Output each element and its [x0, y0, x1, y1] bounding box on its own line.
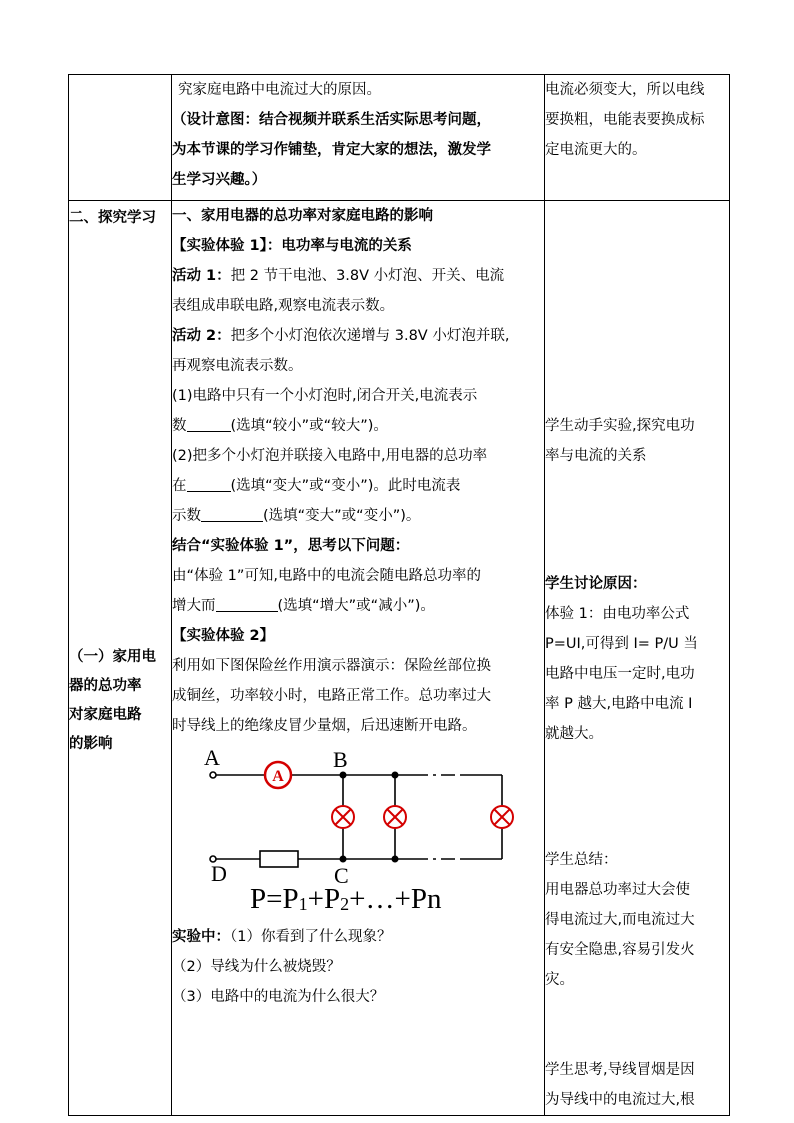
student-summary-line: 有安全隐患,容易引发火 [545, 942, 695, 958]
formula-part: +P [307, 883, 341, 915]
experiment-1-title: 【实验体验 1】：电功率与电流的关系 [172, 238, 412, 254]
student-think-line: 学生思考,导线冒烟是因 [545, 1062, 695, 1078]
student-discuss-line: P=UI,可得到 I= P/U 当 [545, 636, 698, 652]
lesson-table [68, 74, 730, 1116]
design-intent-line: （设计意图：结合视频并联系生活实际思考问题， [172, 112, 491, 128]
q2-suffix: (选填“变大”或“变小”)。此时电流表 [230, 478, 461, 494]
formula-part: P=P [250, 883, 299, 915]
q2-prefix: 在 [172, 478, 187, 494]
cell-explore-student [545, 201, 730, 1116]
student-note-line: 电流必须变大，所以电线 [545, 82, 705, 98]
power-formula [172, 881, 544, 922]
q1-prefix: 数 [172, 418, 187, 434]
student-discuss-line: 体验 1：由电功率公式 [545, 606, 690, 622]
during-q3: （3）电路中的电流为什么很大？ [172, 989, 385, 1005]
student-activity-line: 率与电流的关系 [545, 448, 647, 464]
experiment-2-line: 成铜丝，功率较小时，电路正常工作。总功率过大 [172, 688, 491, 704]
intro-line: 究家庭电路中电流过大的原因。 [178, 82, 381, 98]
student-summary-line: 用电器总功率过大会使 [545, 882, 690, 898]
student-summary-line: 灾。 [545, 972, 574, 988]
formula-sub: 2 [340, 894, 350, 914]
junction-dot-icon [340, 856, 347, 863]
junction-dot-icon [340, 772, 347, 779]
cell-section-label [69, 201, 172, 1116]
activity-1-cont: 表组成串联电路,观察电流表示数。 [172, 298, 395, 314]
subsection-line: 对家庭电路 [69, 707, 142, 723]
cell-explore-content [172, 201, 545, 1116]
question-1-cont [172, 411, 544, 441]
ammeter-label: A [272, 768, 284, 785]
fuse-demo-circuit [184, 745, 514, 885]
subsection-title [69, 643, 171, 759]
activity-1-text: 把 2 节干电池、3.8V 小灯泡、开关、电流 [230, 268, 505, 284]
combine-line: 由“体验 1”可知,电路中的电流会随电路总功率的 [172, 568, 481, 584]
lamp-icon [332, 806, 354, 828]
subsection-line: 器的总功率 [69, 678, 142, 694]
combine-prefix: 增大而 [172, 598, 216, 614]
lamp-icon [384, 806, 406, 828]
cell-intro-student [545, 75, 730, 201]
activity-2-cont: 再观察电流表示数。 [172, 358, 303, 374]
question-2-cont2 [172, 501, 544, 531]
lamp-icon [491, 806, 513, 828]
subsection-line: （一）家用电 [69, 649, 156, 665]
student-think-line: 为导线中的电流过大,根 [545, 1092, 695, 1108]
combine-line-cont [172, 591, 544, 621]
student-discuss-line: 就越大。 [545, 726, 603, 742]
junction-dot-icon [392, 856, 399, 863]
formula-part: +…+Pn [349, 883, 442, 915]
combine-suffix: (选填“增大”或“减小”)。 [277, 598, 435, 614]
question-1: (1)电路中只有一个小灯泡时,闭合开关,电流表示 [172, 388, 478, 404]
junction-dot-icon [392, 772, 399, 779]
student-discuss-line: 电路中电压一定时,电功 [545, 666, 695, 682]
question-2-cont [172, 471, 544, 501]
design-intent-line: 为本节课的学习作铺垫，肯定大家的想法，激发学 [172, 142, 491, 158]
during-q2: （2）导线为什么被烧毁？ [172, 959, 341, 975]
activity-2-label: 活动 2： [172, 328, 231, 344]
combine-title: 结合“实验体验 1”，思考以下问题： [172, 538, 410, 554]
experiment-2-line: 时导线上的绝缘皮冒少量烟，后迅速断开电路。 [172, 718, 477, 734]
label-b: B [333, 747, 348, 772]
label-a: A [204, 745, 220, 770]
label-d: D [211, 861, 227, 885]
student-note-line: 定电流更大的。 [545, 142, 647, 158]
fill-blank[interactable] [201, 503, 263, 522]
table-row-intro [69, 75, 730, 201]
fill-blank[interactable] [187, 473, 231, 492]
during-q1 [172, 922, 544, 952]
design-intent-line: 生学习兴趣。） [172, 172, 267, 188]
terminal-a-icon [210, 772, 216, 778]
experiment-2-title: 【实验体验 2】 [172, 628, 275, 644]
table-row-explore [69, 201, 730, 1116]
student-summary-title: 学生总结： [545, 852, 618, 868]
during-label: 实验中： [172, 929, 230, 945]
activity-1-label: 活动 1： [172, 268, 231, 284]
student-activity-line: 学生动手实验,探究电功 [545, 418, 695, 434]
fill-blank[interactable] [187, 413, 231, 432]
activity-1 [172, 261, 544, 291]
formula-sub: 1 [298, 894, 308, 914]
activity-2 [172, 321, 544, 351]
q1-suffix: (选填“较小”或“较大”)。 [230, 418, 388, 434]
section-title: 二、探究学习 [69, 210, 156, 226]
heading: 一、家用电器的总功率对家庭电路的影响 [172, 208, 433, 224]
activity-2-text: 把多个小灯泡依次递增与 3.8V 小灯泡并联, [230, 328, 510, 344]
student-discuss-line: 率 P 越大,电路中电流 I [545, 696, 693, 712]
label-c: C [334, 863, 349, 885]
student-discuss-title: 学生讨论原因： [545, 576, 647, 592]
experiment-2-line: 利用如下图保险丝作用演示器演示：保险丝部位换 [172, 658, 491, 674]
q2-suffix-2: (选填“变大”或“变小”)。 [263, 508, 421, 524]
fill-blank[interactable] [216, 593, 278, 612]
q2-prefix-2: 示数 [172, 508, 201, 524]
student-note-line: 要换粗，电能表要换成标 [545, 112, 705, 128]
subsection-line: 的影响 [69, 736, 113, 752]
fuse-icon [260, 851, 298, 867]
cell-left-empty [69, 75, 172, 201]
student-summary-line: 得电流过大,而电流过大 [545, 912, 695, 928]
during-q1-text: （1）你看到了什么现象？ [230, 929, 392, 945]
cell-intro-content [172, 75, 545, 201]
question-2: (2)把多个小灯泡并联接入电路中,用电器的总功率 [172, 448, 488, 464]
